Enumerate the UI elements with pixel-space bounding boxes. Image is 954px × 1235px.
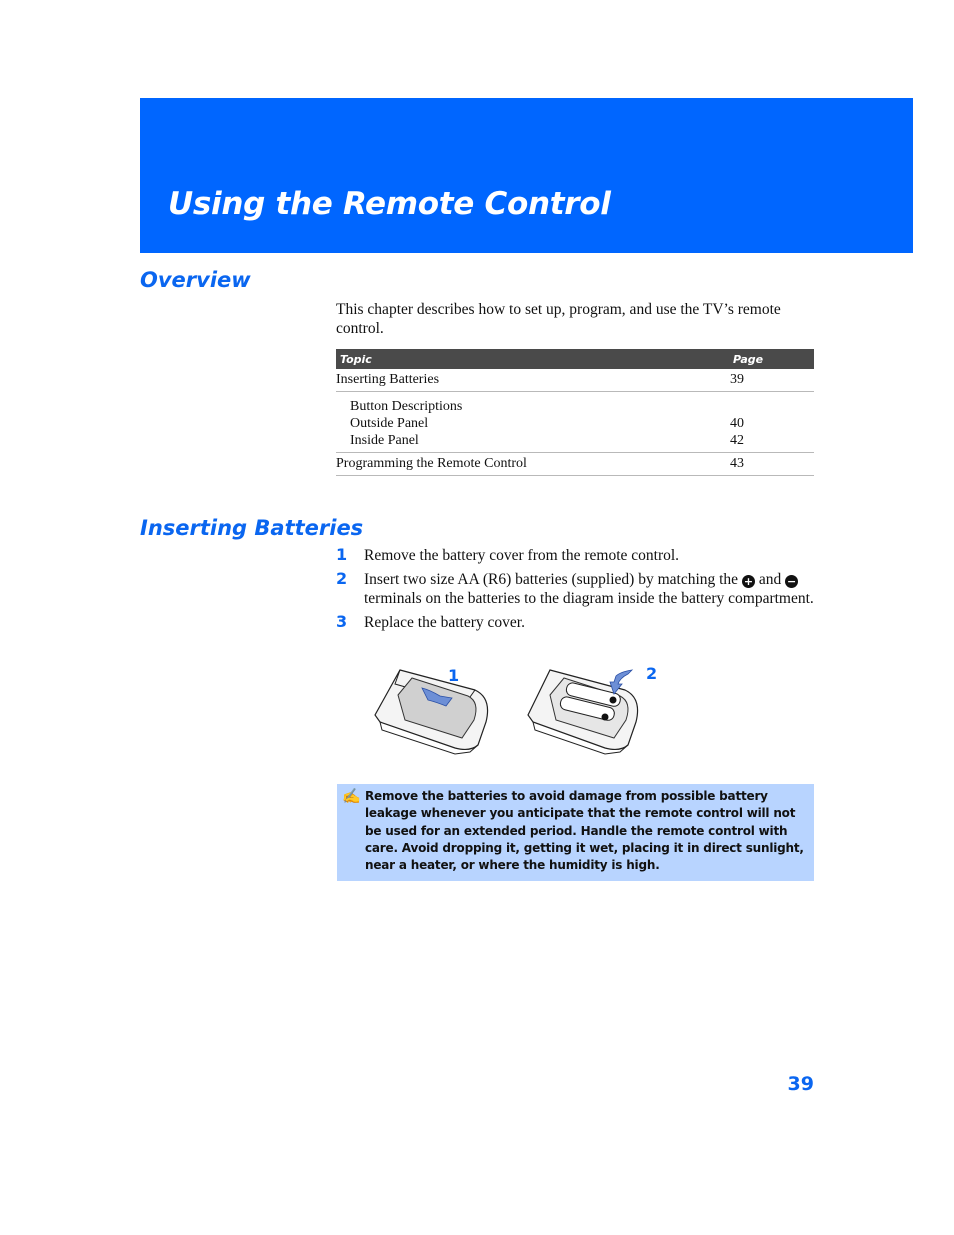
step-item (336, 546, 814, 565)
battery-illustration (370, 660, 670, 755)
step-item (336, 570, 814, 608)
page-value: 42 (730, 433, 744, 448)
figure-label-1: 1 (448, 666, 460, 685)
step-text: and (758, 571, 782, 588)
topic-cell: Programming the Remote Control (336, 453, 729, 476)
remote-battery-insertion-illustration (528, 670, 638, 754)
step-text: Insert two size AA (R6) batteries (supplied) by matching the (364, 571, 739, 588)
step-text: Remove the battery cover from the remote control. (364, 547, 680, 564)
minus-terminal-icon: − (786, 575, 797, 588)
step-number: 3 (336, 612, 348, 631)
topic-column-header: Topic (336, 349, 729, 369)
page-number: 39 (787, 1073, 814, 1095)
pen-note-icon: ✍ (342, 789, 361, 805)
step-number: 2 (336, 569, 348, 588)
topic-cell (336, 392, 729, 453)
table-row (336, 369, 814, 392)
chapter-banner (140, 98, 913, 253)
page-value: 40 (730, 416, 744, 431)
topic-table (336, 349, 814, 476)
step-text: Replace the battery cover. (364, 614, 525, 631)
overview-heading: Overview (140, 268, 251, 292)
note-box (337, 784, 814, 881)
overview-intro: This chapter describes how to set up, program, and use the TV’s remote control. (336, 301, 781, 337)
step-text: terminals on the batteries to the diagram inside the battery compartment. (364, 590, 814, 607)
step-list (336, 546, 814, 637)
table-row (336, 453, 814, 476)
figure-label-2: 2 (646, 664, 658, 683)
page-cell (729, 392, 814, 453)
topic-cell: Inserting Batteries (336, 369, 729, 392)
chapter-title: Using the Remote Control (168, 186, 611, 222)
step-number: 1 (336, 545, 348, 564)
page-cell: 39 (729, 369, 814, 392)
step-item (336, 613, 814, 632)
table-row (336, 392, 814, 453)
table-header-row (336, 349, 814, 369)
subtopic-text: Outside Panel (350, 416, 429, 431)
topic-text: Button Descriptions (350, 399, 463, 414)
page-column-header: Page (729, 349, 814, 369)
note-text: Remove the batteries to avoid damage from possible battery leakage whenever you anticipate that the remote control will not be used for an extended period. Handle the remote control with care. Avoid dropping it, getting it wet, placing it in direct sunlight, near a heater, or where the humidity is high. (365, 789, 804, 873)
plus-terminal-icon: + (743, 575, 754, 588)
remote-cover-removal-illustration (375, 670, 488, 754)
inserting-batteries-heading: Inserting Batteries (140, 516, 364, 540)
subtopic-text: Inside Panel (350, 433, 419, 448)
page-cell: 43 (729, 453, 814, 476)
